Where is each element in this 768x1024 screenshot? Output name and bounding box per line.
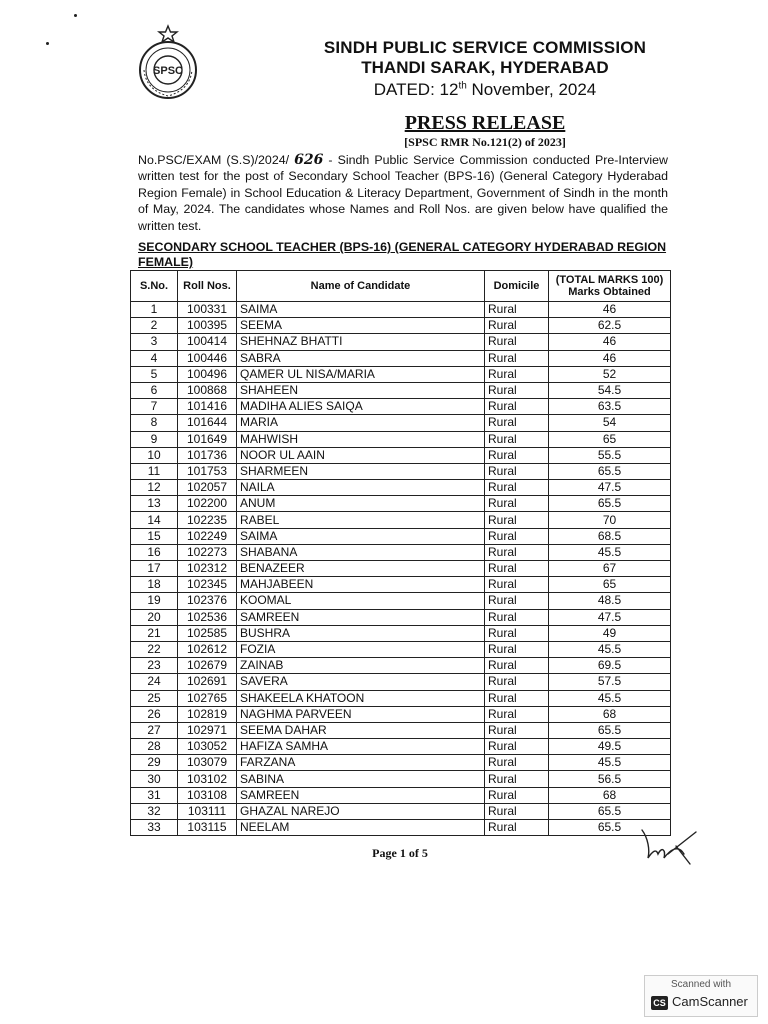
marks-cell: 65.5 [549,722,671,738]
marks-cell: 68 [549,787,671,803]
scan-speck [46,42,49,45]
table-row [131,820,671,836]
marks-cell: 65.5 [549,463,671,479]
org-address: THANDI SARAK, HYDERABAD [361,58,609,77]
roll-cell: 102376 [178,593,237,609]
table-row [131,755,671,771]
marks-cell: 47.5 [549,480,671,496]
marks-cell: 56.5 [549,771,671,787]
domicile-cell: Rural [485,609,549,625]
camscanner-icon: CS [651,996,668,1010]
name-cell: QAMER UL NISA/MARIA [237,366,485,382]
marks-cell: 46 [549,334,671,350]
watermark-caption: Scanned with [670,979,732,990]
domicile-cell: Rural [485,431,549,447]
camscanner-watermark [644,975,758,1017]
roll-cell: 103111 [178,803,237,819]
name-cell: FARZANA [237,755,485,771]
marks-cell: 65 [549,431,671,447]
domicile-cell: Rural [485,302,549,318]
sno-cell: 22 [131,641,178,657]
domicile-cell: Rural [485,415,549,431]
roll-cell: 102235 [178,512,237,528]
sno-cell: 12 [131,480,178,496]
sno-cell: 33 [131,820,178,836]
sno-cell: 29 [131,755,178,771]
table-row [131,382,671,398]
name-cell: NAGHMA PARVEEN [237,706,485,722]
table-row [131,528,671,544]
signature [638,824,700,870]
svg-text:SPSC: SPSC [153,65,183,77]
sno-cell: 1 [131,302,178,318]
col-header-sno: S.No. [131,271,178,302]
sno-cell: 9 [131,431,178,447]
camscanner-name: CamScanner [672,994,748,1009]
domicile-cell: Rural [485,382,549,398]
sno-cell: 23 [131,658,178,674]
sno-cell: 6 [131,382,178,398]
roll-cell: 101644 [178,415,237,431]
results-table [130,270,671,836]
name-cell: SAMREEN [237,609,485,625]
roll-cell: 103115 [178,820,237,836]
name-cell: SHAHEEN [237,382,485,398]
sno-cell: 11 [131,463,178,479]
name-cell: BENAZEER [237,561,485,577]
marks-cell: 63.5 [549,399,671,415]
page-number: Page 1 of 5 [372,846,428,860]
roll-cell: 103079 [178,755,237,771]
table-row [131,480,671,496]
domicile-cell: Rural [485,544,549,560]
domicile-cell: Rural [485,755,549,771]
roll-cell: 102971 [178,722,237,738]
table-row [131,609,671,625]
roll-cell: 102585 [178,625,237,641]
name-cell: SHABANA [237,544,485,560]
marks-cell: 68.5 [549,528,671,544]
sno-cell: 14 [131,512,178,528]
col-header-roll: Roll Nos. [178,271,237,302]
table-subtitle: SECONDARY SCHOOL TEACHER (BPS-16) (GENERAL CATEGORY HYDERABAD REGION FEMALE) [138,240,667,269]
table-row [131,577,671,593]
domicile-cell: Rural [485,787,549,803]
domicile-cell: Rural [485,674,549,690]
sno-cell: 19 [131,593,178,609]
sno-cell: 7 [131,399,178,415]
table-row [131,544,671,560]
scan-speck [74,14,77,17]
marks-cell: 45.5 [549,690,671,706]
name-cell: BUSHRA [237,625,485,641]
release-reference: [SPSC RMR No.121(2) of 2023] [404,135,566,149]
domicile-cell: Rural [485,512,549,528]
name-cell: NOOR UL AAIN [237,447,485,463]
marks-cell: 69.5 [549,658,671,674]
domicile-cell: Rural [485,528,549,544]
marks-cell: 49 [549,625,671,641]
table-row [131,318,671,334]
table-row [131,803,671,819]
name-cell: SEEMA [237,318,485,334]
domicile-cell: Rural [485,366,549,382]
table-row [131,512,671,528]
name-cell: RABEL [237,512,485,528]
table-row [131,350,671,366]
name-cell: MAHWISH [237,431,485,447]
sno-cell: 10 [131,447,178,463]
table-row [131,739,671,755]
marks-cell: 65.5 [549,496,671,512]
marks-cell: 65.5 [549,803,671,819]
sno-cell: 3 [131,334,178,350]
name-cell: FOZIA [237,641,485,657]
marks-cell: 49.5 [549,739,671,755]
name-cell: MADIHA ALIES SAIQA [237,399,485,415]
marks-cell: 52 [549,366,671,382]
roll-cell: 102057 [178,480,237,496]
name-cell: MAHJABEEN [237,577,485,593]
name-cell: SABINA [237,771,485,787]
roll-cell: 102200 [178,496,237,512]
marks-cell: 46 [549,350,671,366]
roll-cell: 100331 [178,302,237,318]
domicile-cell: Rural [485,771,549,787]
sno-cell: 13 [131,496,178,512]
domicile-cell: Rural [485,463,549,479]
roll-cell: 102691 [178,674,237,690]
roll-cell: 102679 [178,658,237,674]
domicile-cell: Rural [485,496,549,512]
date-line: DATED: 12th November, 2024 [373,80,597,99]
table-row [131,625,671,641]
name-cell: HAFIZA SAMHA [237,739,485,755]
table-row [131,415,671,431]
sno-cell: 25 [131,690,178,706]
sno-cell: 31 [131,787,178,803]
roll-cell: 101753 [178,463,237,479]
marks-cell: 47.5 [549,609,671,625]
roll-cell: 102765 [178,690,237,706]
name-cell: SEEMA DAHAR [237,722,485,738]
marks-cell: 57.5 [549,674,671,690]
roll-cell: 101736 [178,447,237,463]
roll-cell: 100496 [178,366,237,382]
marks-cell: 65.5 [549,820,671,836]
domicile-cell: Rural [485,658,549,674]
table-row [131,593,671,609]
handwritten-number: 626 [294,152,324,168]
table-row [131,561,671,577]
marks-cell: 45.5 [549,755,671,771]
name-cell: SAIMA [237,302,485,318]
marks-cell: 70 [549,512,671,528]
name-cell: SHAKEELA KHATOON [237,690,485,706]
body-paragraph [138,152,668,234]
roll-cell: 101416 [178,399,237,415]
sno-cell: 28 [131,739,178,755]
marks-cell: 46 [549,302,671,318]
sno-cell: 26 [131,706,178,722]
domicile-cell: Rural [485,690,549,706]
table-row [131,722,671,738]
name-cell: SHARMEEN [237,463,485,479]
domicile-cell: Rural [485,593,549,609]
sno-cell: 17 [131,561,178,577]
roll-cell: 102612 [178,641,237,657]
roll-cell: 102345 [178,577,237,593]
domicile-cell: Rural [485,334,549,350]
roll-cell: 100395 [178,318,237,334]
domicile-cell: Rural [485,820,549,836]
domicile-cell: Rural [485,399,549,415]
table-row [131,641,671,657]
table-row [131,399,671,415]
marks-cell: 67 [549,561,671,577]
table-row [131,787,671,803]
domicile-cell: Rural [485,561,549,577]
sno-cell: 21 [131,625,178,641]
table-row [131,302,671,318]
table-row [131,366,671,382]
body-text: - Sindh Public Service Commission conducted Pre-Interview written test for the post of Secondary School Teacher (BPS-16) (General Category Hyderabad Region Female) in School Education & Literacy Department, Government of Sindh in the month of May, 2024. The candidates whose Names and Roll Nos. are given below have qualified the written test. [138,153,668,233]
roll-cell: 102249 [178,528,237,544]
table-header-row [131,271,671,302]
table-row [131,690,671,706]
marks-cell: 54.5 [549,382,671,398]
reference-number: No.PSC/EXAM (S.S)/2024/ [138,153,290,167]
sno-cell: 18 [131,577,178,593]
sno-cell: 32 [131,803,178,819]
roll-cell: 102273 [178,544,237,560]
domicile-cell: Rural [485,480,549,496]
marks-cell: 54 [549,415,671,431]
domicile-cell: Rural [485,641,549,657]
domicile-cell: Rural [485,803,549,819]
name-cell: GHAZAL NAREJO [237,803,485,819]
marks-cell: 45.5 [549,544,671,560]
name-cell: SAVERA [237,674,485,690]
name-cell: MARIA [237,415,485,431]
marks-cell: 48.5 [549,593,671,609]
sno-cell: 30 [131,771,178,787]
sno-cell: 4 [131,350,178,366]
roll-cell: 100414 [178,334,237,350]
name-cell: NEELAM [237,820,485,836]
roll-cell: 103102 [178,771,237,787]
marks-cell: 68 [549,706,671,722]
table-row [131,431,671,447]
table-row [131,674,671,690]
table-body [131,302,671,836]
table-row [131,334,671,350]
domicile-cell: Rural [485,722,549,738]
press-release-title: PRESS RELEASE [404,112,566,134]
sno-cell: 15 [131,528,178,544]
domicile-cell: Rural [485,577,549,593]
table-row [131,447,671,463]
table-row [131,771,671,787]
org-name: SINDH PUBLIC SERVICE COMMISSION [323,38,647,57]
roll-cell: 102819 [178,706,237,722]
domicile-cell: Rural [485,625,549,641]
table-row [131,658,671,674]
name-cell: SABRA [237,350,485,366]
roll-cell: 103052 [178,739,237,755]
table-row [131,496,671,512]
sno-cell: 24 [131,674,178,690]
domicile-cell: Rural [485,318,549,334]
col-header-domicile: Domicile [485,271,549,302]
col-header-name: Name of Candidate [237,271,485,302]
sno-cell: 5 [131,366,178,382]
roll-cell: 100868 [178,382,237,398]
name-cell: SHEHNAZ BHATTI [237,334,485,350]
marks-cell: 45.5 [549,641,671,657]
table-row [131,706,671,722]
roll-cell: 102536 [178,609,237,625]
marks-cell: 55.5 [549,447,671,463]
table-row [131,463,671,479]
sno-cell: 27 [131,722,178,738]
domicile-cell: Rural [485,706,549,722]
domicile-cell: Rural [485,739,549,755]
marks-cell: 62.5 [549,318,671,334]
col-header-marks: (TOTAL MARKS 100) Marks Obtained [549,271,671,302]
spsc-logo-emblem [132,24,204,100]
name-cell: SAIMA [237,528,485,544]
sno-cell: 16 [131,544,178,560]
name-cell: ZAINAB [237,658,485,674]
roll-cell: 100446 [178,350,237,366]
sno-cell: 8 [131,415,178,431]
roll-cell: 103108 [178,787,237,803]
sno-cell: 2 [131,318,178,334]
roll-cell: 102312 [178,561,237,577]
domicile-cell: Rural [485,350,549,366]
name-cell: ANUM [237,496,485,512]
domicile-cell: Rural [485,447,549,463]
name-cell: KOOMAL [237,593,485,609]
name-cell: NAILA [237,480,485,496]
sno-cell: 20 [131,609,178,625]
roll-cell: 101649 [178,431,237,447]
name-cell: SAMREEN [237,787,485,803]
marks-cell: 65 [549,577,671,593]
